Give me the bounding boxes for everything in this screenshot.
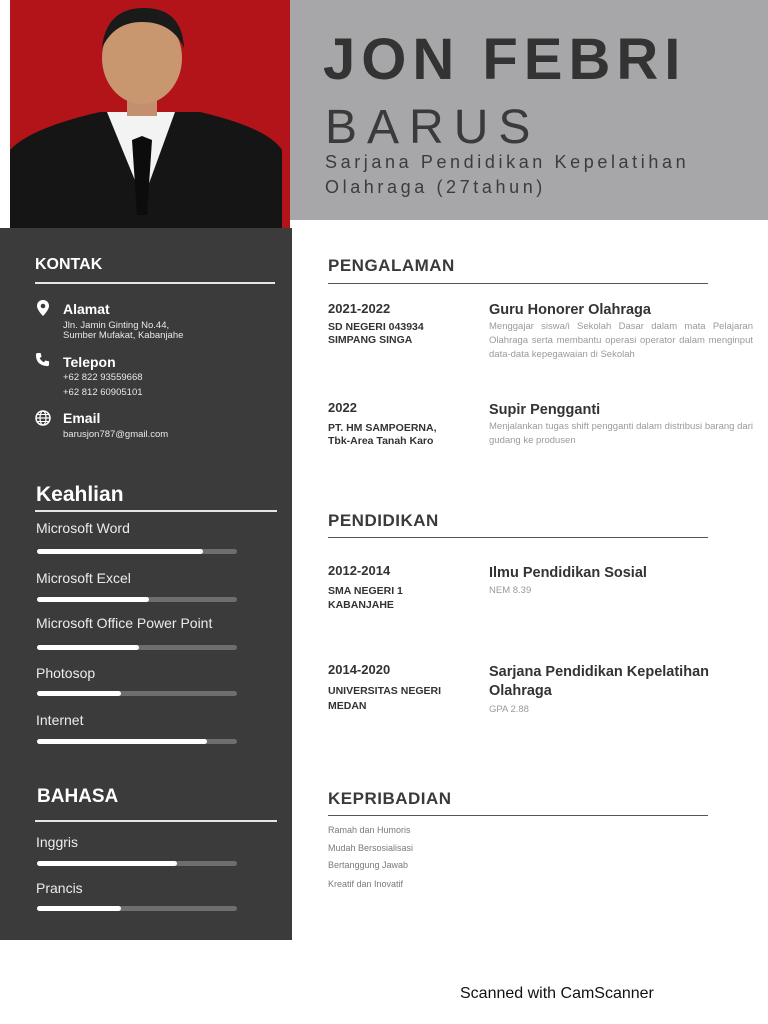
education-years: 2012-2014 — [328, 563, 391, 578]
address-label: Alamat — [63, 301, 110, 317]
language-bar-track — [37, 906, 237, 911]
education-score: GPA 2.88 — [489, 704, 529, 715]
skill-bar-fill — [37, 645, 139, 650]
location-icon — [36, 300, 50, 321]
name-last: BARUS — [325, 101, 541, 154]
personality-trait: Kreatif dan Inovatif — [328, 879, 404, 889]
experience-heading: PENGALAMAN — [328, 256, 455, 275]
personality-trait: Mudah Bersosialisasi — [328, 843, 414, 853]
person-portrait-icon — [10, 0, 290, 228]
skill-bar-fill — [37, 597, 149, 602]
education-score: NEM 8.39 — [489, 585, 532, 596]
email-label: Email — [63, 410, 101, 426]
skill-bar-fill — [37, 739, 207, 744]
profile-photo — [10, 0, 290, 228]
experience-description: Menggajar siswa/i Sekolah Dasar dalam mata Pelajaran Olahraga serta membantu operasi operator dalam menginput data-data kepegawaian di Sekolah — [489, 321, 753, 360]
skill-bar-track — [37, 691, 237, 696]
education-heading: PENDIDIKAN — [328, 511, 439, 530]
skill-bar-track — [37, 645, 237, 650]
language-name: Prancis — [36, 880, 83, 896]
education-years: 2014-2020 — [328, 662, 391, 677]
education-divider — [328, 537, 708, 538]
contact-heading: KONTAK — [35, 256, 103, 273]
personality-heading: KEPRIBADIAN — [328, 789, 452, 808]
globe-icon — [35, 410, 51, 431]
skills-heading: Keahlian — [36, 483, 124, 506]
email-value: barusjon787@gmail.com — [63, 429, 169, 440]
scanner-watermark: Scanned with CamScanner — [460, 985, 654, 1002]
personality-trait: Bertanggung Jawab — [328, 860, 409, 870]
education-school-line1: SMA NEGERI 1 — [328, 585, 403, 597]
personality-trait: Ramah dan Humoris — [328, 825, 411, 835]
skill-name: Microsoft Word — [36, 520, 130, 536]
education-school-line2: KABANJAHE — [328, 599, 394, 611]
subtitle: Sarjana Pendidikan Kepelatihan Olahraga (27tahun) — [325, 152, 690, 197]
education-degree: Ilmu Pendidikan Sosial — [489, 565, 647, 581]
language-bar-track — [37, 861, 237, 866]
education-school-line1: UNIVERSITAS NEGERI — [328, 685, 441, 697]
name-first: JON FEBRI — [323, 27, 687, 92]
languages-divider — [35, 820, 277, 822]
experience-divider — [328, 283, 708, 284]
education-school-line2: MEDAN — [328, 700, 367, 712]
experience-org-line1: PT. HM SAMPOERNA, — [328, 422, 437, 434]
skill-name: Photosop — [36, 665, 96, 681]
phone-line2: +62 812 60905101 — [63, 387, 143, 398]
skill-bar-track — [37, 739, 237, 744]
experience-description: Menjalankan tugas shift pengganti dalam distribusi barang dari gudang ke produsen — [489, 421, 753, 446]
phone-line1: +62 822 93559668 — [63, 372, 143, 383]
experience-org-line1: SD NEGERI 043934 — [328, 321, 424, 333]
address-line2: Sumber Mufakat, Kabanjahe — [63, 330, 184, 341]
skill-bar-fill — [37, 691, 121, 696]
experience-years: 2022 — [328, 400, 357, 415]
skill-name: Internet — [36, 712, 84, 728]
experience-org-line2: Tbk-Area Tanah Karo — [328, 435, 434, 447]
experience-role: Supir Pengganti — [489, 402, 601, 418]
skill-bar-fill — [37, 549, 203, 554]
language-bar-fill — [37, 861, 177, 866]
skills-divider — [35, 510, 277, 512]
skill-name: Microsoft Excel — [36, 570, 131, 586]
skill-name: Microsoft Office Power Point — [36, 615, 213, 631]
language-name: Inggris — [36, 834, 79, 850]
skill-bar-track — [37, 597, 237, 602]
contact-divider — [35, 282, 275, 284]
phone-icon — [35, 352, 50, 372]
address-line1: Jln. Jamin Ginting No.44, — [63, 320, 170, 331]
experience-role: Guru Honorer Olahraga — [489, 302, 651, 318]
language-bar-fill — [37, 906, 121, 911]
experience-years: 2021-2022 — [328, 301, 391, 316]
skill-bar-track — [37, 549, 237, 554]
phone-label: Telepon — [63, 354, 116, 370]
education-degree: Sarjana Pendidikan Kepelatihan Olahraga — [489, 664, 709, 699]
experience-org-line2: SIMPANG SINGA — [328, 334, 413, 346]
personality-divider — [328, 815, 708, 816]
languages-heading: BAHASA — [37, 786, 119, 807]
